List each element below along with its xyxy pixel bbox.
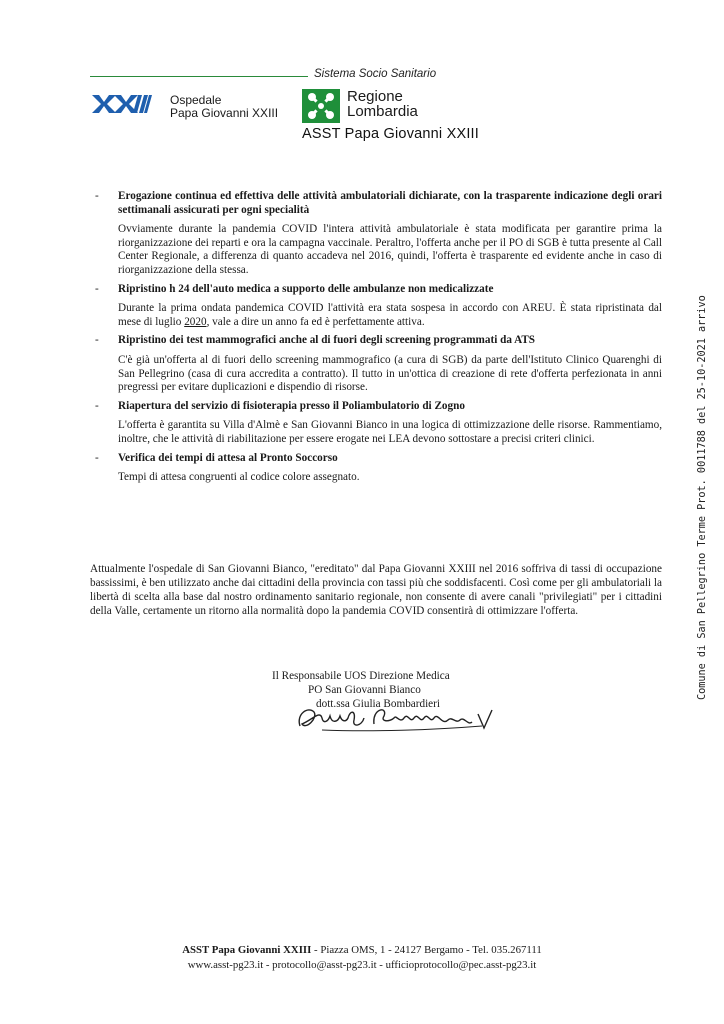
item-body-text-end: , vale a dire un anno fa ed è perfettamente attiva.	[206, 315, 425, 328]
footer-contacts: www.asst-pg23.it - protocollo@asst-pg23.it - ufficioprotocollo@pec.asst-pg23.it	[187, 959, 537, 971]
list-dash: -	[95, 334, 99, 347]
asst-name: ASST Papa Giovanni XXIII	[302, 126, 480, 142]
list-dash: -	[95, 282, 99, 295]
signatory-name: dott.ssa Giulia Bombardieri	[316, 697, 440, 710]
item-title: Verifica dei tempi di attesa al Pronto Soccorso	[118, 451, 338, 464]
hospital-name-line1: Ospedale	[170, 93, 222, 107]
region-name-line1: Regione	[347, 88, 403, 105]
footer-org: ASST Papa Giovanni XXIII	[182, 944, 312, 956]
region-name-line2: Lombardia	[347, 103, 418, 120]
list-dash: -	[95, 190, 99, 202]
footer-address	[0, 944, 724, 956]
item-title: Riapertura del servizio di fisioterapia presso il Poliambulatorio di Zogno	[118, 399, 465, 412]
list-item	[95, 334, 662, 394]
item-body: L'offerta è garantita su Villa d'Almè e San Giovanni Bianco in una logica di ottimizzazione delle risorse. Rammentiamo, inoltre, che le attività di riabilitazione per essere erogate nei LEA devono sottostare a precisi criteri clinici.	[118, 419, 662, 445]
list-item	[95, 400, 662, 447]
list-item	[95, 190, 662, 278]
regione-lombardia-logo-icon	[302, 89, 340, 123]
item-title: Ripristino dei test mammografici anche al di fuori degli screening programmati da ATS	[118, 334, 536, 347]
list-dash: -	[95, 399, 99, 412]
item-body-text: Durante la prima ondata pandemica COVID l'attività era stata sospesa in accordo con AREU. È stata ripristinata dal mese di luglio	[118, 302, 662, 328]
region-name	[347, 89, 418, 119]
list-item	[95, 452, 662, 485]
closing-paragraph: Attualmente l'ospedale di San Giovanni Bianco, "ereditato" dal Papa Giovanni XXIII nel 2016 soffriva di tassi di occupazione bassissimi, è ben utilizzato anche dai cittadini della provincia con tassi più che soddisfacenti. Così come per gli ambulatoriali la libertà di scelta alla base dal nostro ordinamento sanitario regionale, non consente di avere canali "privilegiati" per i cittadini della Valle, certamente un ritorno alla normalità dopo la pandemia COVID consentirà di ottimizzare l'offerta.	[90, 563, 662, 617]
document-body	[95, 190, 662, 490]
signatory-unit: PO San Giovanni Bianco	[308, 683, 421, 696]
hospital-logo-icon	[90, 92, 152, 116]
item-title: Erogazione continua ed effettiva delle attività ambulatoriali dichiarate, con la trasparente indicazione degli orari settimanali assicurati per ogni specialità	[118, 190, 662, 216]
hospital-name-line2: Papa Giovanni XXIII	[170, 106, 279, 120]
item-body: C'è già un'offerta al di fuori dello screening mammografico (a cura di SGB) da parte dell'Istituto Clinico Quarenghi di San Pellegrino (casa di cura accredita a contratto). Il tutto in un'ottica di creazione di rete d'offerta perfezionata in anni pregressi per evitare duplicazioni e dispendio di risorse.	[118, 353, 662, 394]
protocol-stamp-text: Comune di San Pellegrino Terme Prot. 0011788 del 25-10-2021 arrivo	[697, 295, 708, 700]
item-body	[118, 302, 662, 329]
list-item	[95, 283, 662, 330]
footer-address-text: - Piazza OMS, 1 - 24127 Bergamo - Tel. 035.267111	[311, 944, 542, 956]
handwritten-signature-icon	[292, 700, 522, 736]
item-body: Tempi di attesa congruenti al codice colore assegnato.	[118, 471, 360, 484]
system-label: Sistema Socio Sanitario	[314, 68, 437, 80]
item-body-underlined-year: 2020	[184, 315, 207, 328]
item-title: Ripristino h 24 dell'auto medica a supporto delle ambulanze non medicalizzate	[118, 282, 494, 295]
signatory-role: Il Responsabile UOS Direzione Medica	[272, 670, 450, 682]
hospital-name	[170, 94, 278, 120]
list-dash: -	[95, 451, 99, 464]
header-rule	[90, 76, 308, 77]
item-body: Ovviamente durante la pandemia COVID l'intera attività ambulatoriale è stata modificata per garantire prima la riorganizzazione dei reparti e ora la campagna vaccinale. Peraltro, l'offerta anche per il PO di SGB è tutta presente al Call Center Regionale, a differenza di quanto accadeva nel 2016, quindi, l'offerta è trasparente ed evidente anche in caso di riorganizzazione della stessa.	[118, 223, 662, 276]
